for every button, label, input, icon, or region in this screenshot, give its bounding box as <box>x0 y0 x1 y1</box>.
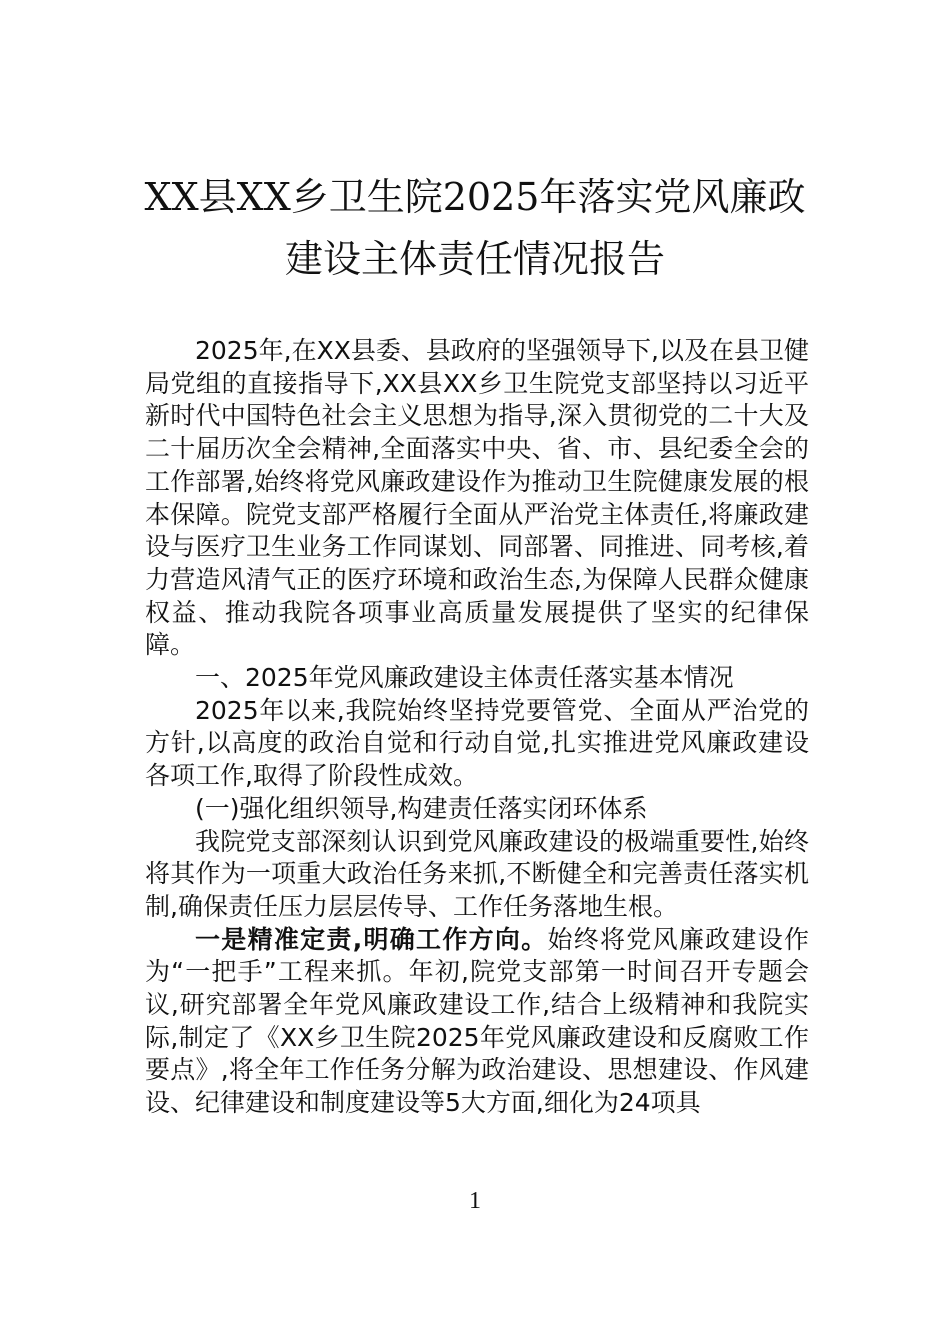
document-body <box>145 335 809 1120</box>
point-lead: 一是精准定责,明确工作方向。 <box>195 924 548 954</box>
point-text: 始终将党风廉政建设作为“一把手”工程来抓。年初,院党支部第一时间召开专题会议,研究部署全年党风廉政建设工作,结合上级精神和我院实际,制定了《XX乡卫生院2025年党风廉政建设和反腐败工作要点》,将全年工作任务分解为政治建设、思想建设、作风建设、纪律建设和制度建设等5大方面,细化为24项具 <box>145 924 809 1118</box>
intro-paragraph: 2025年,在XX县委、县政府的坚强领导下,以及在县卫健局党组的直接指导下,XX县XX乡卫生院党支部坚持以习近平新时代中国特色社会主义思想为指导,深入贯彻党的二十大及二十届历次全会精神,全面落实中央、省、市、县纪委全会的工作部署,始终将党风廉政建设作为推动卫生院健康发展的根本保障。院党支部严格履行全面从严治党主体责任,将廉政建设与医疗卫生业务工作同谋划、同部署、同推进、同考核,着力营造风清气正的医疗环境和政治生态,为保障人民群众健康权益、推动我院各项事业高质量发展提供了坚实的纪律保障。 <box>145 336 809 660</box>
page-number: 1 <box>469 1188 481 1214</box>
section-heading: 一、2025年党风廉政建设主体责任落实基本情况 <box>195 663 734 693</box>
section-paragraph: 2025年以来,我院始终坚持党要管党、全面从严治党的方针,以高度的政治自觉和行动自觉,扎实推进党风廉政建设各项工作,取得了阶段性成效。 <box>145 695 809 791</box>
title-line-1: XX县XX乡卫生院2025年落实党风廉政 <box>144 175 806 219</box>
document-title <box>100 166 850 290</box>
point-paragraph <box>145 924 809 1120</box>
subsection-paragraph: 我院党支部深刻认识到党风廉政建设的极端重要性,始终将其作为一项重大政治任务来抓,不断健全和完善责任落实机制,确保责任压力层层传导、工作任务落地生根。 <box>145 826 809 921</box>
subsection-heading: (一)强化组织领导,构建责任落实闭环体系 <box>195 793 648 823</box>
title-line-2: 建设主体责任情况报告 <box>284 237 665 281</box>
